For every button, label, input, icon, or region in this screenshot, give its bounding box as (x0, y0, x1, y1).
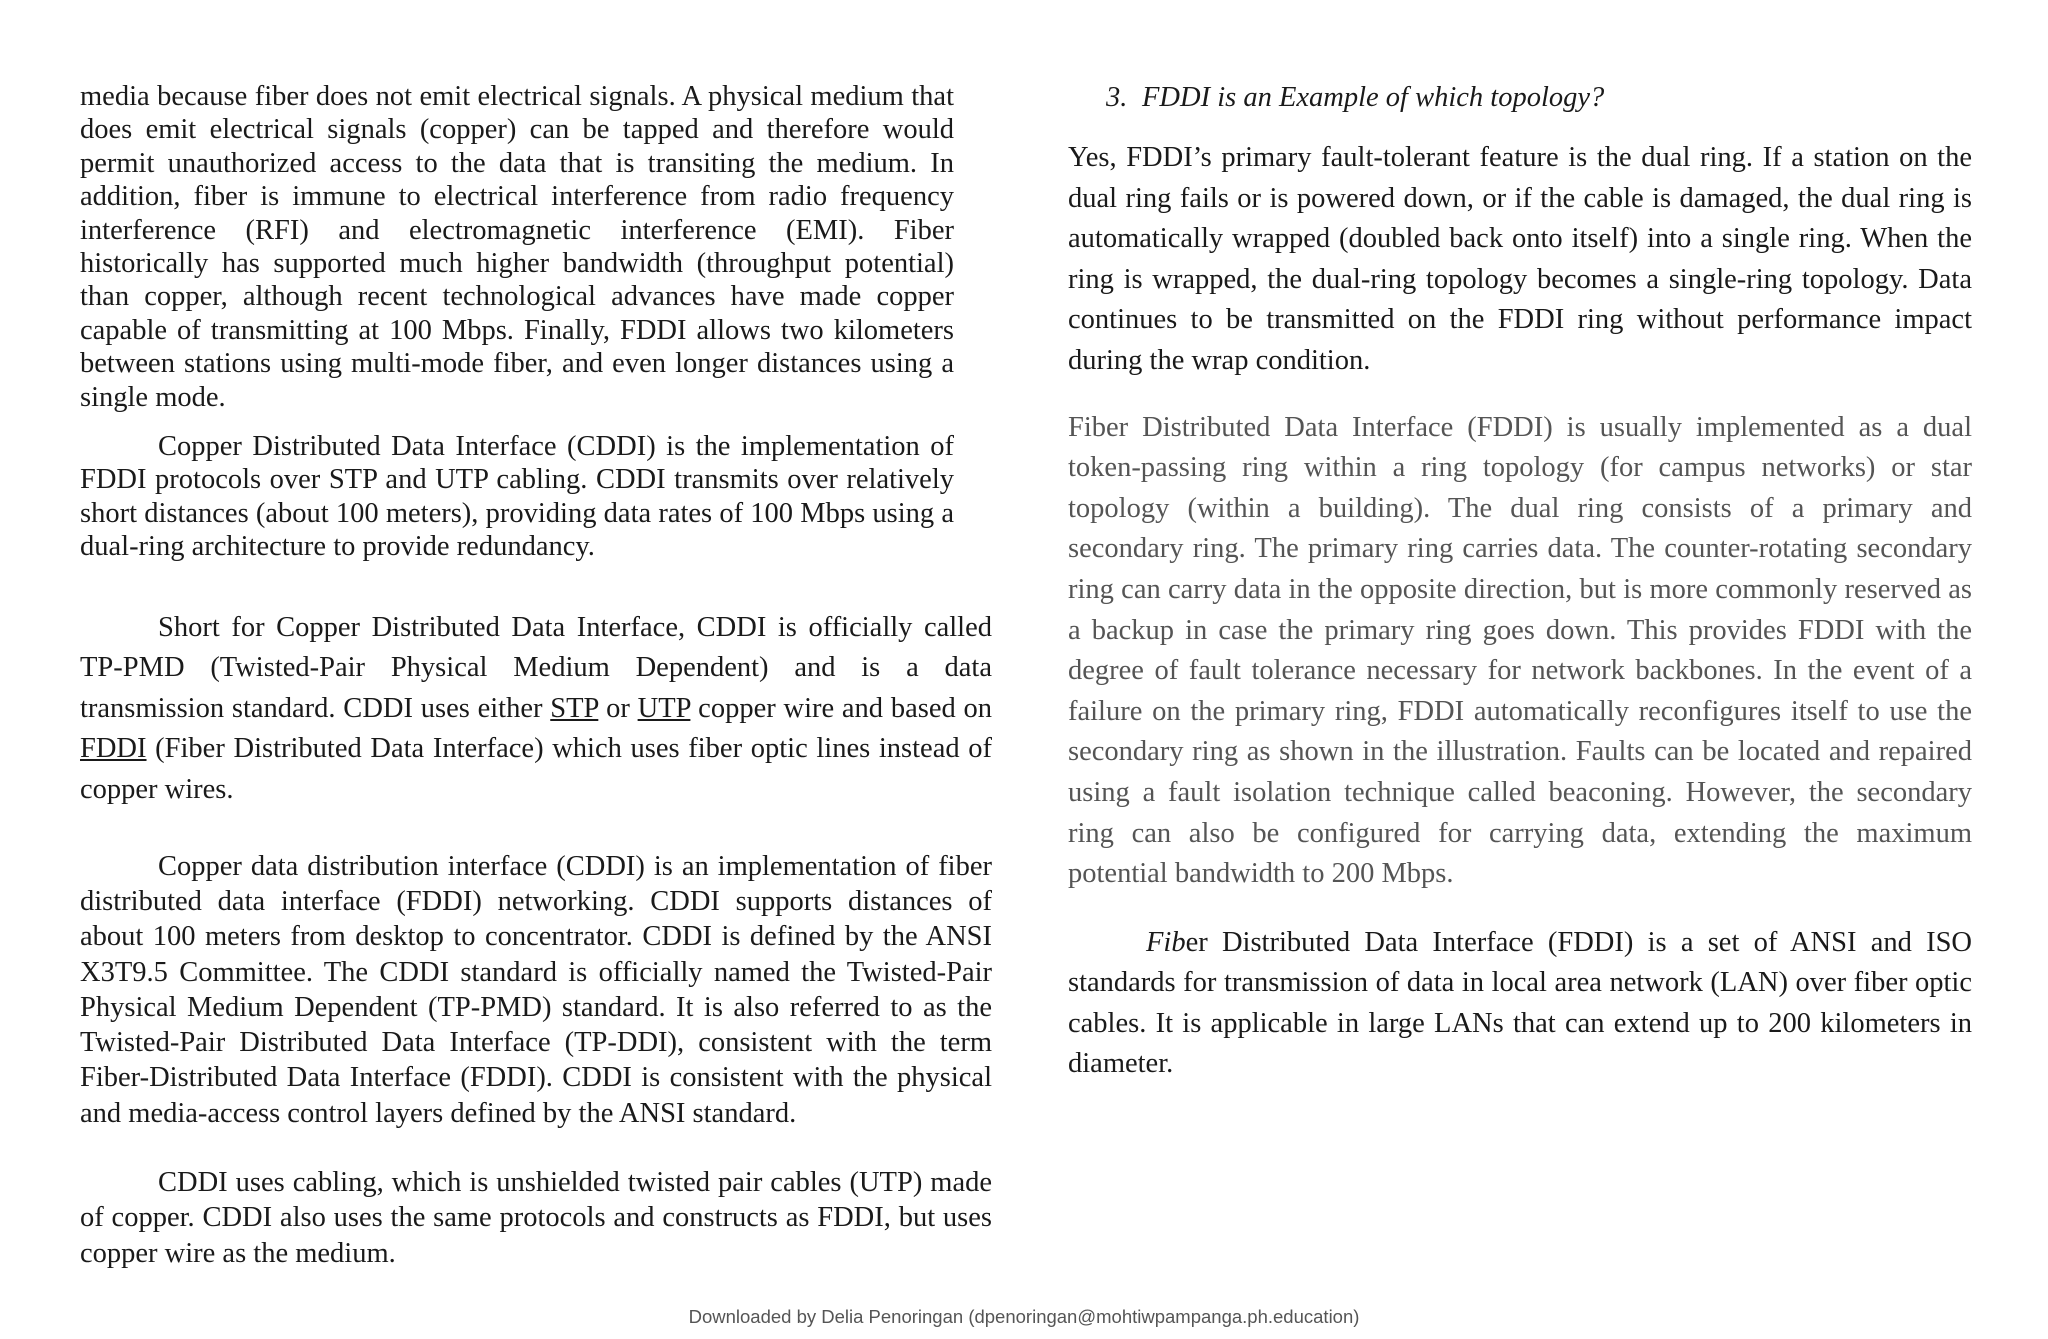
stp-link[interactable]: STP (550, 692, 599, 724)
download-footer: Downloaded by Delia Penoringan (dpenoringan@mohtiwpampanga.ph.education) (688, 1306, 1360, 1327)
question-text: FDDI is an Example of which topology? (1142, 82, 1605, 113)
paragraph-cddi-short-for (80, 608, 992, 811)
paragraph-text: copper wire and based on (690, 692, 992, 724)
paragraph-cddi-implementation: Copper Distributed Data Interface (CDDI) is the implementation of FDDI protocols over STP and UTP cabling. CDDI transmits over relatively short distances (about 100 meters), providing data rates of 100 Mbps using a dual-ring architecture to provide redundancy. (80, 431, 954, 563)
paragraph-text: or (598, 692, 638, 724)
paragraph-italic-text: Fib (1146, 926, 1186, 958)
paragraph-text: Short for Copper Distributed Data Interface, CDDI is officially called TP-PMD (Twisted-Pair Physical Medium Dependent) and is a data transmission standard. CDDI uses either (80, 611, 992, 724)
question-heading (1068, 80, 1972, 116)
right-column (1068, 80, 1972, 1085)
paragraph-text: er Distributed Data Interface (FDDI) is a set of ANSI and ISO standards for transmission of data in local area network (LAN) over fiber optic cables. It is applicable in large LANs that can extend up to 200 kilometers in diameter. (1068, 926, 1972, 1080)
paragraph-answer: Yes, FDDI’s primary fault-tolerant feature is the dual ring. If a station on the dual ring fails or is powered down, or if the cable is damaged, the dual ring is automatically wrapped (doubled back onto itself) into a single ring. When the ring is wrapped, the dual-ring topology becomes a single-ring topology. Data continues to be transmitted on the FDDI ring without performance impact during the wrap condition. (1068, 142, 1972, 376)
paragraph-cddi-cabling: CDDI uses cabling, which is unshielded twisted pair cables (UTP) made of copper. CDDI also uses the same protocols and constructs as FDDI, but uses copper wire as the medium. (80, 1167, 992, 1269)
question-number: 3. (1106, 82, 1128, 113)
paragraph-fddi-standards (1068, 923, 1972, 1085)
utp-link[interactable]: UTP (637, 692, 691, 724)
fddi-link[interactable]: FDDI (80, 733, 147, 765)
paragraph-text: (Fiber Distributed Data Interface) which uses fiber optic lines instead of copper wires. (80, 733, 992, 806)
paragraph-cddi-networking: Copper data distribution interface (CDDI) is an implementation of fiber distributed data interface (FDDI) networking. CDDI supports distances of about 100 meters from desktop to concentrator. CDDI is defined by the ANSI X3T9.5 Committee. The CDDI standard is officially named the Twisted-Pair Physical Medium Dependent (TP-PMD) standard. It is also referred to as the Twisted-Pair Distributed Data Interface (TP-DDI), consistent with the term Fiber-Distributed Data Interface (FDDI). CDDI is consistent with the physical and media-access control layers defined by the ANSI standard. (80, 850, 992, 1129)
paragraph-fddi-topology: Fiber Distributed Data Interface (FDDI) is usually implemented as a dual token-passing ring within a ring topology (for campus networks) or star topology (within a building). The dual ring consists of a primary and secondary ring. The primary ring carries data. The counter-rotating secondary ring can carry data in the opposite direction, but is more commonly reserved as a backup in case the primary ring goes down. This provides FDDI with the degree of fault tolerance necessary for network backbones. In the event of a failure on the primary ring, FDDI automatically reconfigures itself to use the secondary ring as shown in the illustration. Faults can be located and repaired using a fault isolation technique called beaconing. However, the secondary ring can also be configured for carrying data, extending the maximum potential bandwidth to 200 Mbps. (1068, 411, 1972, 890)
paragraph-fiber-media: media because fiber does not emit electrical signals. A physical medium that does emit electrical signals (copper) can be tapped and therefore would permit unauthorized access to the data that is transiting the medium. In addition, fiber is immune to electrical interference from radio frequency interference (RFI) and electromagnetic interference (EMI). Fiber historically has supported much higher bandwidth (throughput potential) than copper, although recent technological advances have made copper capable of transmitting at 100 Mbps. Finally, FDDI allows two kilometers between stations using multi-mode fiber, and even longer distances using a single mode. (80, 81, 954, 413)
left-column (80, 80, 992, 1271)
